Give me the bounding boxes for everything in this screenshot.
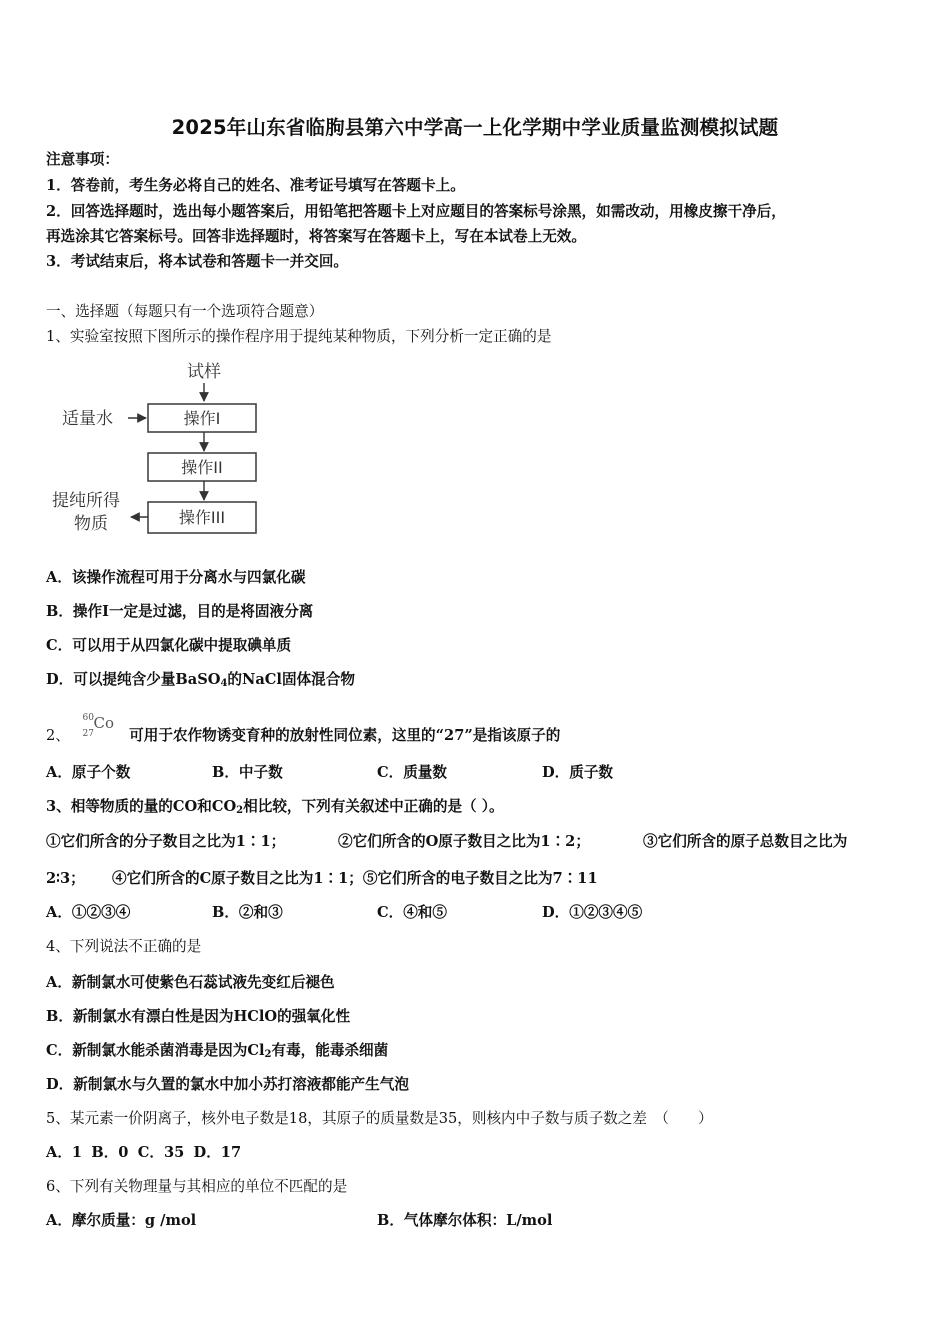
q3-option-a: A．①②③④ — [46, 904, 131, 921]
q5-option-d: D．17 — [193, 1144, 242, 1161]
q1-stem: 1、实验室按照下图所示的操作程序用于提纯某种物质，下列分析一定正确的是 — [46, 328, 552, 345]
q3-statement-3: ③它们所含的原子总数目之比为 — [643, 833, 848, 850]
notice-item-1: 1．答卷前，考生务必将自己的姓名、准考证号填写在答题卡上。 — [46, 177, 465, 194]
q2-number: 2、 — [46, 727, 70, 744]
q4-option-c: C．新制氯水能杀菌消毒是因为$Cl_2$有毒，能毒杀细菌 — [46, 1042, 389, 1060]
q1-option-b: B．操作I一定是过滤，目的是将固液分离 — [46, 603, 314, 620]
q3-option-c: C．④和⑤ — [377, 904, 447, 921]
diagram-sample-label: 试样 — [187, 362, 221, 382]
q5-option-c: C．35 — [137, 1144, 185, 1161]
q1-option-c: C．可以用于从四氯化碳中提取碘单质 — [46, 637, 292, 654]
q2-option-c: C．质量数 — [377, 764, 447, 781]
q6-option-b: B．气体摩尔体积：L/mol — [377, 1212, 553, 1229]
q3-stem: 3、相等物质的量的CO和$CO_2$相比较，下列有关叙述中正确的是（ ）。 — [46, 798, 504, 816]
q3-statement-1: ①它们所含的分子数目之比为1∶1； — [46, 833, 286, 850]
q5-option-b: B．0 — [91, 1144, 129, 1161]
q4-stem: 4、下列说法不正确的是 — [46, 938, 202, 955]
q1-option-d: D．可以提纯含少量BaSO$_4$的NaCl固体混合物 — [46, 671, 355, 689]
q3-option-b: B．②和③ — [212, 904, 283, 921]
diagram-water-label: 适量水 — [62, 409, 113, 429]
q1-flow-diagram — [46, 355, 286, 540]
q4-option-d: D．新制氯水与久置的氯水中加小苏打溶液都能产生气泡 — [46, 1076, 409, 1093]
q6-option-a: A．摩尔质量：g /mol — [46, 1212, 197, 1229]
q6-stem: 6、下列有关物理量与其相应的单位不匹配的是 — [46, 1178, 348, 1195]
q3-option-d: D．①②③④⑤ — [542, 904, 643, 921]
q5-options — [46, 1143, 241, 1163]
product-label-line1: 提纯所得 — [52, 491, 120, 511]
notice-item-2b: 再选涂其它答案标号。回答非选择题时，将答案写在答题卡上，写在本试卷上无效。 — [46, 228, 586, 245]
q3-statement-4-5: ④它们所含的C原子数目之比为1∶1；⑤它们所含的电子数目之比为7∶11 — [112, 870, 598, 887]
q4-option-b: B．新制氯水有漂白性是因为HClO的强氧化性 — [46, 1008, 351, 1025]
notice-item-3: 3．考试结束后，将本试卷和答题卡一并交回。 — [46, 253, 349, 270]
q2-option-d: D．质子数 — [542, 764, 614, 781]
q2-stem — [46, 713, 561, 746]
q2-option-a: A．原子个数 — [46, 764, 131, 781]
op1-label: 操作I — [183, 409, 221, 428]
q5-option-a: A．1 — [46, 1144, 83, 1161]
q4-option-a: A．新制氯水可使紫色石蕊试液先变红后褪色 — [46, 974, 335, 991]
cobalt-isotope-symbol: 60 27 Co — [82, 713, 115, 739]
op3-label: 操作III — [178, 508, 226, 527]
q1-option-a: A．该操作流程可用于分离水与四氯化碳 — [46, 569, 306, 586]
q3-statement-3-cont: 2∶3； — [46, 870, 85, 887]
op2-label: 操作II — [181, 458, 223, 477]
product-label-line2: 物质 — [74, 514, 108, 534]
q5-stem: 5、某元素一价阴离子，核外电子数是18，其原子的质量数是35，则核内中子数与质子数之差 （ ） — [46, 1110, 713, 1127]
notice-heading: 注意事项： — [46, 151, 119, 168]
section-heading: 一、选择题（每题只有一个选项符合题意） — [46, 303, 324, 320]
q2-stem-text: 可用于农作物诱变育种的放射性同位素，这里的“27”是指该原子的 — [129, 727, 561, 744]
notice-item-2a: 2．回答选择题时，选出每小题答案后，用铅笔把答题卡上对应题目的答案标号涂黑，如需改动，用橡皮擦干净后， — [46, 203, 786, 220]
q2-option-b: B．中子数 — [212, 764, 283, 781]
page-title: 2025年山东省临朐县第六中学高一上化学期中学业质量监测模拟试题 — [171, 116, 779, 139]
q3-statement-2: ②它们所含的O原子数目之比为1∶2； — [338, 833, 590, 850]
